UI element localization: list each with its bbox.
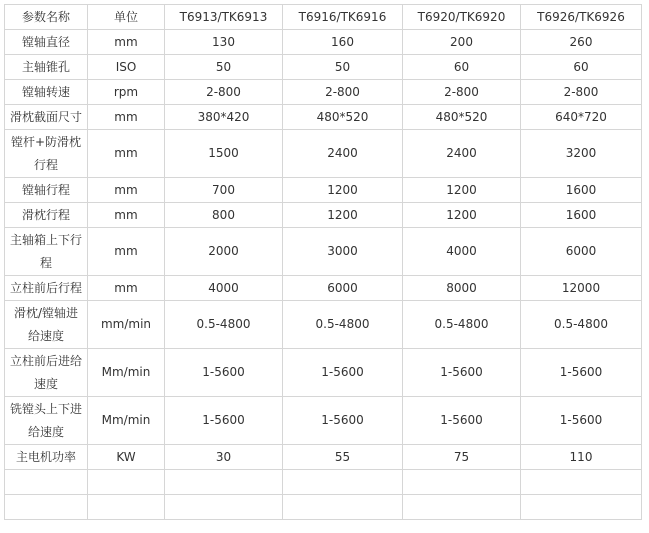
value-cell	[521, 495, 642, 520]
value-cell: 12000	[521, 276, 642, 301]
table-row	[5, 105, 642, 130]
param-name: 镗轴直径	[5, 30, 88, 55]
value-cell: 1-5600	[403, 397, 521, 445]
value-cell: 2-800	[403, 80, 521, 105]
param-name: 镗轴行程	[5, 178, 88, 203]
value-cell: 2400	[283, 130, 403, 178]
unit-cell: mm	[88, 276, 165, 301]
value-cell: 0.5-4800	[283, 301, 403, 349]
table-row	[5, 55, 642, 80]
value-cell: 2-800	[165, 80, 283, 105]
value-cell	[165, 495, 283, 520]
table-row	[5, 30, 642, 55]
value-cell: 1200	[283, 178, 403, 203]
value-cell: 1-5600	[165, 349, 283, 397]
value-cell: 1600	[521, 203, 642, 228]
value-cell: 2400	[403, 130, 521, 178]
param-name: 主轴箱上下行程	[5, 228, 88, 276]
param-name	[5, 495, 88, 520]
value-cell: 1200	[403, 203, 521, 228]
value-cell: 0.5-4800	[521, 301, 642, 349]
header-cell: T6916/TK6916	[283, 5, 403, 30]
table-row	[5, 276, 642, 301]
value-cell: 75	[403, 445, 521, 470]
value-cell: 2-800	[521, 80, 642, 105]
value-cell	[283, 470, 403, 495]
value-cell: 4000	[165, 276, 283, 301]
value-cell: 2-800	[283, 80, 403, 105]
unit-cell: Mm/min	[88, 349, 165, 397]
value-cell	[165, 470, 283, 495]
unit-cell: mm	[88, 178, 165, 203]
header-cell: 参数名称	[5, 5, 88, 30]
value-cell: 1200	[283, 203, 403, 228]
value-cell: 55	[283, 445, 403, 470]
param-name: 滑枕/镗轴进给速度	[5, 301, 88, 349]
value-cell	[403, 495, 521, 520]
table-row	[5, 203, 642, 228]
unit-cell: rpm	[88, 80, 165, 105]
table-row	[5, 470, 642, 495]
value-cell: 3000	[283, 228, 403, 276]
value-cell: 60	[403, 55, 521, 80]
value-cell: 6000	[521, 228, 642, 276]
spec-table	[4, 4, 642, 520]
value-cell: 1-5600	[165, 397, 283, 445]
value-cell: 1500	[165, 130, 283, 178]
unit-cell: mm/min	[88, 301, 165, 349]
header-row	[5, 5, 642, 30]
table-row	[5, 228, 642, 276]
value-cell: 640*720	[521, 105, 642, 130]
table-row	[5, 178, 642, 203]
value-cell: 50	[283, 55, 403, 80]
header-cell: T6926/TK6926	[521, 5, 642, 30]
value-cell: 0.5-4800	[165, 301, 283, 349]
unit-cell: mm	[88, 30, 165, 55]
table-row	[5, 397, 642, 445]
value-cell: 1600	[521, 178, 642, 203]
value-cell: 1-5600	[403, 349, 521, 397]
value-cell	[283, 495, 403, 520]
value-cell: 1-5600	[283, 349, 403, 397]
value-cell: 4000	[403, 228, 521, 276]
value-cell: 6000	[283, 276, 403, 301]
unit-cell	[88, 470, 165, 495]
header-cell: 单位	[88, 5, 165, 30]
value-cell: 700	[165, 178, 283, 203]
value-cell: 1200	[403, 178, 521, 203]
unit-cell: mm	[88, 105, 165, 130]
param-name: 镗杆+防滑枕行程	[5, 130, 88, 178]
param-name: 立柱前后进给速度	[5, 349, 88, 397]
unit-cell: KW	[88, 445, 165, 470]
unit-cell: mm	[88, 130, 165, 178]
value-cell: 480*520	[403, 105, 521, 130]
value-cell: 260	[521, 30, 642, 55]
unit-cell	[88, 495, 165, 520]
value-cell: 50	[165, 55, 283, 80]
table-row	[5, 445, 642, 470]
value-cell: 160	[283, 30, 403, 55]
value-cell: 200	[403, 30, 521, 55]
param-name: 立柱前后行程	[5, 276, 88, 301]
table-row	[5, 80, 642, 105]
header-cell: T6913/TK6913	[165, 5, 283, 30]
table-row	[5, 495, 642, 520]
unit-cell: mm	[88, 228, 165, 276]
value-cell	[403, 470, 521, 495]
value-cell: 1-5600	[521, 397, 642, 445]
value-cell: 0.5-4800	[403, 301, 521, 349]
value-cell: 30	[165, 445, 283, 470]
value-cell: 1-5600	[521, 349, 642, 397]
value-cell: 110	[521, 445, 642, 470]
value-cell: 3200	[521, 130, 642, 178]
header-cell: T6920/TK6920	[403, 5, 521, 30]
value-cell: 130	[165, 30, 283, 55]
table-row	[5, 130, 642, 178]
param-name: 滑枕截面尺寸	[5, 105, 88, 130]
param-name: 铣镗头上下进给速度	[5, 397, 88, 445]
unit-cell: Mm/min	[88, 397, 165, 445]
value-cell: 1-5600	[283, 397, 403, 445]
value-cell: 60	[521, 55, 642, 80]
table-row	[5, 349, 642, 397]
unit-cell: mm	[88, 203, 165, 228]
param-name: 主轴锥孔	[5, 55, 88, 80]
value-cell: 800	[165, 203, 283, 228]
value-cell: 380*420	[165, 105, 283, 130]
value-cell: 8000	[403, 276, 521, 301]
table-row	[5, 301, 642, 349]
unit-cell: ISO	[88, 55, 165, 80]
param-name: 主电机功率	[5, 445, 88, 470]
param-name: 镗轴转速	[5, 80, 88, 105]
param-name	[5, 470, 88, 495]
value-cell: 2000	[165, 228, 283, 276]
value-cell	[521, 470, 642, 495]
value-cell: 480*520	[283, 105, 403, 130]
param-name: 滑枕行程	[5, 203, 88, 228]
